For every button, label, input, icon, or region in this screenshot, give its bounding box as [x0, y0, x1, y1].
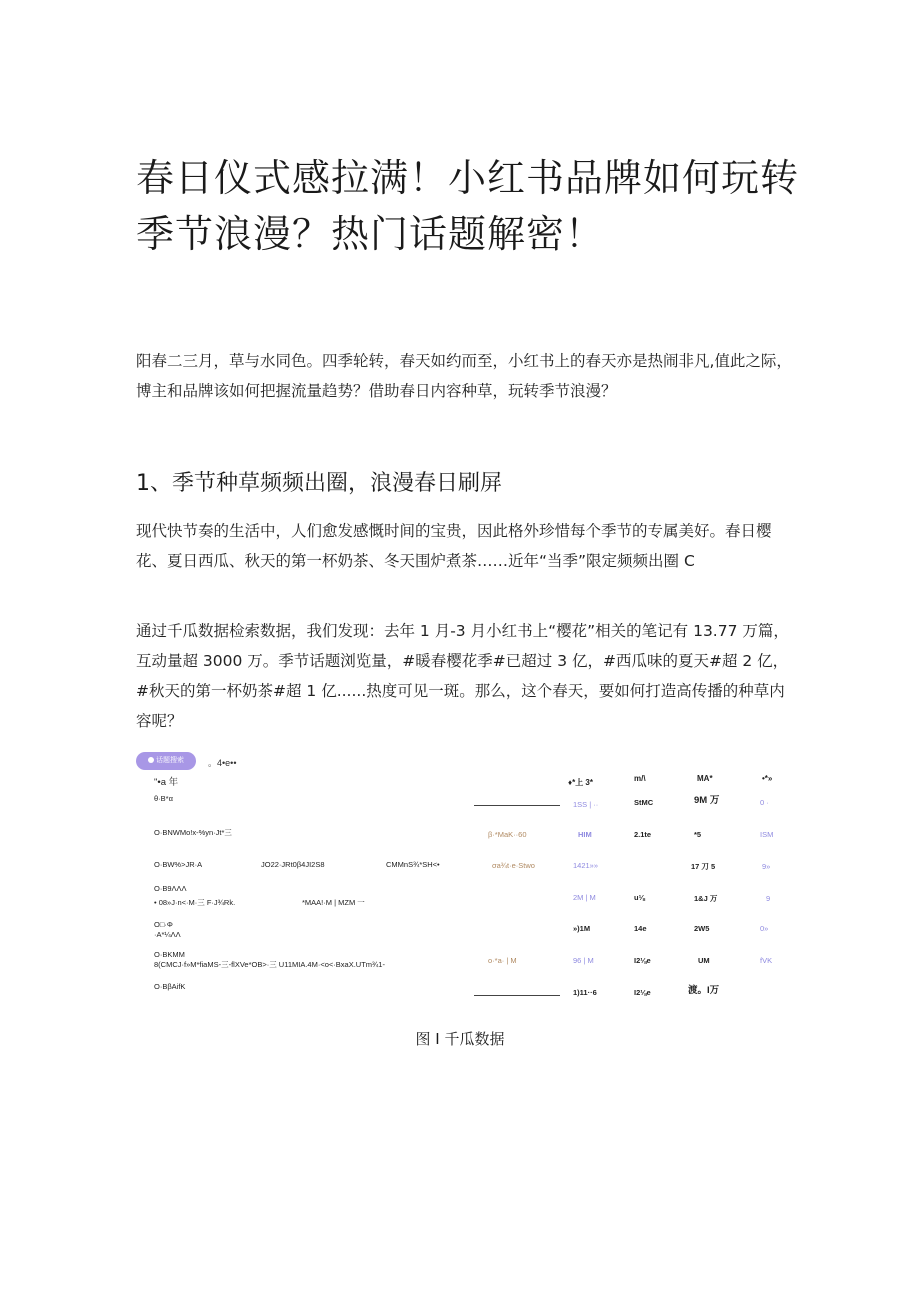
section-1-paragraph-2: 通过千瓜数据检索数据，我们发现：去年 1 月-3 月小红书上“樱花”相关的笔记有 13.77 万篇，互动量超 3000 万。季节话题浏览量，#暖春樱花季#已超过 3 亿，#西瓜味的夏天#超 2 亿，#秋天的第一杯奶茶#超 1 亿......热度可见一斑。那么，这个春天，要如何打造高传播的种草内容呢？	[136, 622, 789, 730]
col-d-row-5: UM	[698, 956, 710, 965]
divider-line-top	[474, 805, 560, 806]
col-c-row-5: I2⅛e	[634, 956, 651, 965]
col-b-row-4: »)1M	[573, 924, 591, 933]
divider-line-bottom	[474, 995, 560, 996]
header-3: MA*	[697, 774, 713, 783]
col-b-row-2: 1421»»	[573, 861, 599, 870]
col-d-row-1: *5	[694, 830, 702, 839]
row-2-label-a: O·BW%>JR·A	[154, 860, 203, 869]
figure-caption: 图 I 千瓜数据	[415, 1030, 505, 1048]
row-0-label-b: θ·B*α	[154, 794, 173, 803]
col-d-row-0: 9M 万	[694, 795, 720, 806]
col-b-row-1: HIM	[578, 830, 592, 839]
col-d-row-3: 1&J 万	[694, 894, 718, 903]
row-5-label-b: 8(CMCJ·f»M*fiaMS-三-flXVe*OB>·三 U11MIA.4M·<o<·BxaX.UTm¾1-	[154, 960, 385, 969]
col-e-row-0: 0 ·	[760, 798, 769, 807]
row-1-label: O·BNWMo!x-%yn·Jt*三	[154, 828, 232, 837]
col-b-row-0: 1SS | ··	[573, 800, 599, 809]
row-5-label-a: O·BKMM	[154, 950, 185, 959]
col-c-row-6: I2⅛e	[634, 988, 651, 997]
article-title	[136, 150, 816, 262]
col-c-row-4: 14e	[634, 924, 647, 933]
col-a-row-5: o·*a· | M	[488, 956, 517, 965]
col-e-row-5: fVK	[760, 956, 773, 965]
col-b-row-5: 96 | M	[573, 956, 594, 965]
header-1: ♦*上 3*	[568, 778, 593, 787]
col-e-row-1: ISM	[760, 830, 774, 839]
col-c-row-3: u⅛	[634, 893, 645, 902]
row-2-label-c: CMMnS¾*SH<•	[386, 860, 440, 869]
col-c-row-1: 2.1te	[634, 830, 652, 839]
row-4-label-b: ·A*¼ΛΛ	[154, 930, 181, 939]
row-4-label-a: O□·Φ	[154, 920, 173, 929]
row-3-label-b: • 08»J·n<·M·三 F·J¾Rk.	[154, 898, 236, 907]
section-1-heading: 1、季节种草频频出圈，浪漫春日刷屏	[136, 471, 502, 496]
col-d-row-4: 2W5	[694, 924, 710, 933]
row-6-label: O·BβAifK	[154, 982, 186, 991]
col-e-row-2: 9»	[762, 862, 771, 871]
col-b-row-6: 1)11··6	[573, 988, 597, 997]
header-4: •*»	[762, 774, 773, 783]
row-2-label-b: JO22·JRt0β4JI2S8	[261, 860, 325, 869]
figure-tag: 。4•e••	[208, 758, 237, 768]
col-c-row-0: StMC	[634, 798, 654, 807]
col-e-row-3: 9	[766, 894, 771, 903]
topic-badge	[136, 752, 196, 770]
title-line-2: 季节浪漫？热门话题解密！	[136, 212, 605, 256]
title-line-1: 春日仪式感拉满！小红书品牌如何玩转	[136, 156, 800, 200]
row-0-label-a: "•a 年	[154, 777, 179, 788]
header-2: m/\	[634, 774, 646, 783]
section-1-paragraph-1: 现代快节奏的生活中，人们愈发感慨时间的宝贵，因此格外珍惜每个季节的专属美好。春日樱花、夏日西瓜、秋天的第一杯奶茶、冬天围炉煮茶……近年“当季”限定频频出圈 C	[136, 522, 772, 570]
col-a-row-2: σa¾t·e·Stwo	[492, 861, 535, 870]
col-b-row-3: 2M | M	[573, 893, 596, 902]
row-3-label-c: *MAA!·M | MZM 一	[302, 898, 365, 907]
col-a-row-1: β·*MaK··60	[488, 830, 527, 839]
badge-dot-icon	[148, 757, 154, 763]
topic-badge-label: 话题搜索	[156, 757, 184, 764]
col-d-row-2: 17 刀 5	[691, 862, 716, 871]
row-3-label-a: O·B9ΛΛΛ	[154, 884, 187, 893]
data-table-figure	[136, 748, 786, 1008]
intro-paragraph: 阳春二三月，草与水同色。四季轮转，春天如约而至，小红书上的春天亦是热闹非凡,值此之际，博主和品牌该如何把握流量趋势？借助春日内容种草，玩转季节浪漫？	[136, 352, 792, 400]
col-e-row-4: 0»	[760, 924, 769, 933]
col-d-row-6: 渡。I万	[688, 985, 720, 996]
